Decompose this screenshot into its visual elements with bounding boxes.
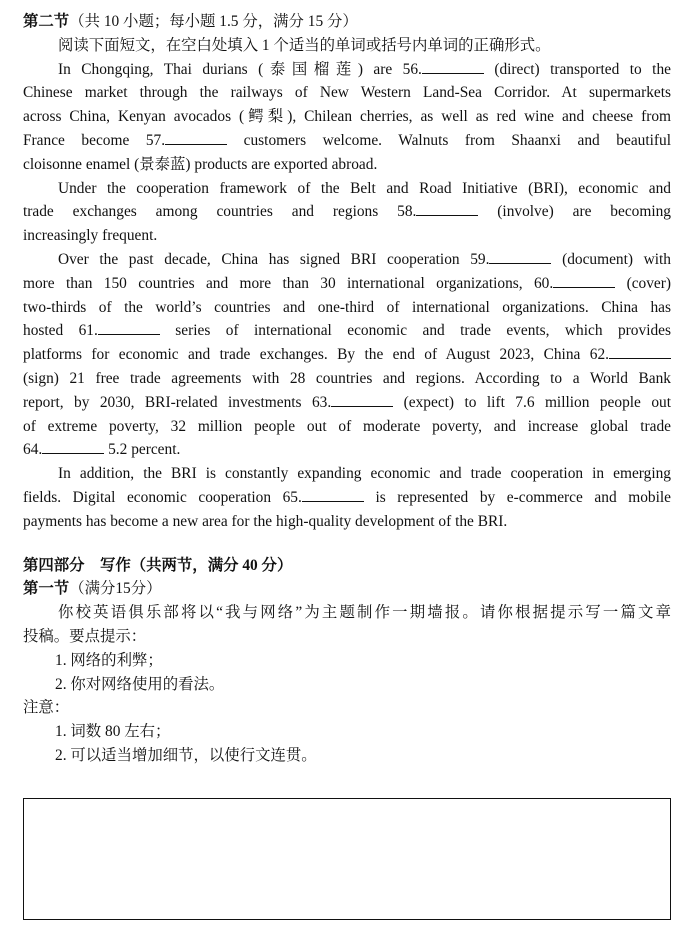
blank-64[interactable] <box>42 438 104 454</box>
p3-line4: hosted 61. series of international economic and trade events, which provides <box>23 319 671 343</box>
point-1: 1. 网络的利弊； <box>55 651 163 669</box>
answer-box[interactable] <box>23 798 671 920</box>
blank-60[interactable] <box>553 272 615 288</box>
p4-line2: fields. Digital economic cooperation 65. is represented by e-commerce and mobile <box>23 486 671 510</box>
blank-56[interactable] <box>422 58 484 74</box>
writing-prompt-line1: 你校英语俱乐部将以“我与网络”为主题制作一期墙报。请你根据提示写一篇文章 <box>58 604 671 622</box>
writing-prompt-line2: 投稿。要点提示： <box>23 627 147 645</box>
blank-65[interactable] <box>302 486 364 502</box>
p3-line2: more than 150 countries and more than 30 international organizations, 60. (cover) <box>23 272 671 296</box>
notice-1: 1. 词数 80 左右； <box>55 723 171 741</box>
p1-line3: across China, Kenyan avocados (鳄梨), Chilean cherries, as well as red wine and cheese from <box>23 108 671 126</box>
p4-line1: In addition, the BRI is constantly expanding economic and trade cooperation in emerging <box>58 465 671 483</box>
instruction: 阅读下面短文，在空白处填入 1 个适当的单词或括号内单词的正确形式。 <box>58 36 551 54</box>
p3-line6: (sign) 21 free trade agreements with 28 countries and regions. According to a World Bank <box>23 369 671 387</box>
p3-line8: of extreme poverty, 32 million people out of moderate poverty, and increase global trade <box>23 417 671 435</box>
p3-line9: 64. 5.2 percent. <box>23 438 671 462</box>
blank-57[interactable] <box>165 129 227 145</box>
blank-62[interactable] <box>609 343 671 359</box>
p3-line1: Over the past decade, China has signed BRI cooperation 59. (document) with <box>23 248 671 272</box>
section-note: （共 10 小题；每小题 1.5 分，满分 15 分） <box>69 13 358 30</box>
p2-line1: Under the cooperation framework of the Belt and Road Initiative (BRI), economic and <box>58 179 671 197</box>
notice-2: 2. 可以适当增加细节，以使行文连贯。 <box>55 746 317 764</box>
p1-line4: France become 57. customers welcome. Walnuts from Shaanxi and beautiful <box>23 129 671 153</box>
blank-61[interactable] <box>98 319 160 335</box>
p2-line2: trade exchanges among countries and regions 58. (involve) are becoming <box>23 200 671 224</box>
blank-63[interactable] <box>331 391 393 407</box>
p3-line7: report, by 2030, BRI-related investments 63. (expect) to lift 7.6 million people out <box>23 391 671 415</box>
exam-page <box>23 10 671 768</box>
blank-59[interactable] <box>489 248 551 264</box>
p2-line3: increasingly frequent. <box>23 227 158 245</box>
p1-line2: Chinese market through the railways of New Western Land-Sea Corridor. At supermarkets <box>23 84 671 102</box>
blank-58[interactable] <box>416 200 478 216</box>
point-2: 2. 你对网络使用的看法。 <box>55 675 225 693</box>
part4-sec1-header <box>23 577 671 601</box>
section-title: 第二节 <box>23 13 70 30</box>
part4-title: 第四部分 写作（共两节，满分 40 分） <box>23 556 293 574</box>
section-header <box>23 10 671 34</box>
p4-line3: payments has become a new area for the high-quality development of the BRI. <box>23 512 508 530</box>
p3-line5: platforms for economic and trade exchanges. By the end of August 2023, China 62. <box>23 343 671 367</box>
p3-line3: two-thirds of the world’s countries and one-third of international organizations. China has <box>23 298 671 316</box>
notice-label: 注意： <box>23 699 70 717</box>
part4-sec1-note: （满分15分） <box>69 580 162 598</box>
p1-line1: In Chongqing, Thai durians (泰国榴莲) are 56. (direct) transported to the <box>23 58 671 82</box>
p1-line5: cloisonne enamel (景泰蓝) products are exported abroad. <box>23 155 378 173</box>
part4-sec1-title: 第一节 <box>23 580 70 598</box>
